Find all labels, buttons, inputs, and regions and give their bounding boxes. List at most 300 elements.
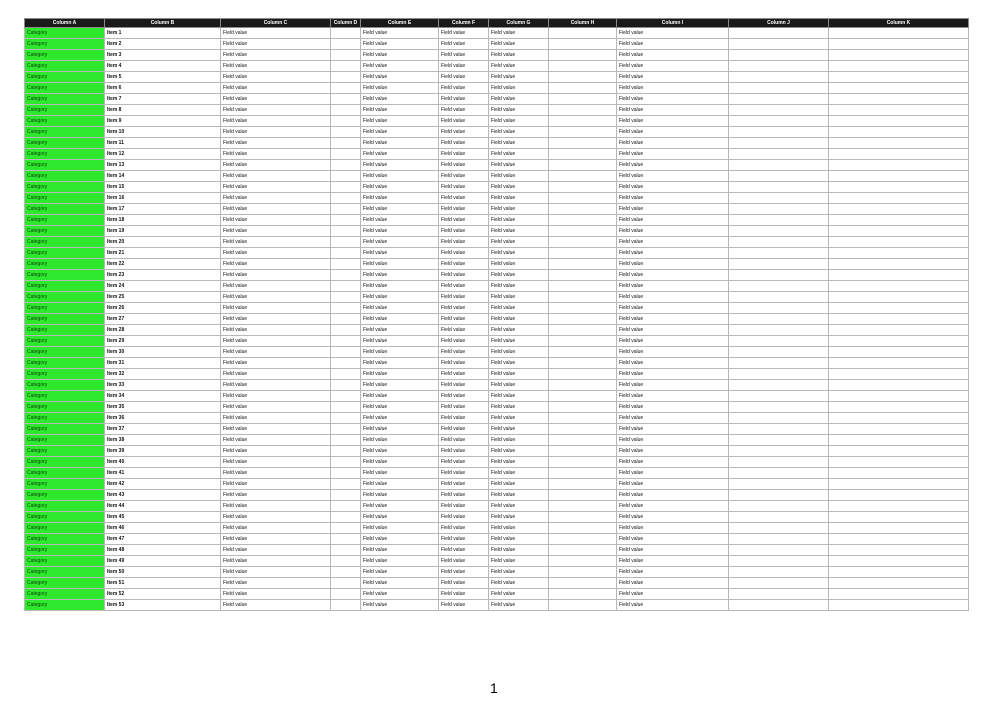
cell-name: Item 45 bbox=[105, 512, 221, 523]
cell-field bbox=[331, 83, 361, 94]
table-row bbox=[25, 193, 969, 204]
cell-field: Field value bbox=[221, 457, 331, 468]
cell-field: Field value bbox=[439, 292, 489, 303]
cell-field bbox=[829, 589, 969, 600]
cell-name: Item 12 bbox=[105, 149, 221, 160]
cell-field: Field value bbox=[221, 226, 331, 237]
table-row bbox=[25, 578, 969, 589]
cell-field: Field value bbox=[489, 479, 549, 490]
cell-field bbox=[331, 589, 361, 600]
cell-field bbox=[331, 347, 361, 358]
cell-field bbox=[729, 545, 829, 556]
cell-field bbox=[331, 545, 361, 556]
table-row bbox=[25, 545, 969, 556]
cell-field: Field value bbox=[361, 215, 439, 226]
table-row bbox=[25, 358, 969, 369]
cell-field: Field value bbox=[617, 479, 729, 490]
cell-field bbox=[829, 193, 969, 204]
cell-field: Field value bbox=[361, 402, 439, 413]
cell-field: Field value bbox=[439, 369, 489, 380]
cell-field bbox=[549, 303, 617, 314]
cell-field: Field value bbox=[221, 391, 331, 402]
cell-category: Category bbox=[25, 468, 105, 479]
cell-field: Field value bbox=[617, 281, 729, 292]
table-row bbox=[25, 347, 969, 358]
cell-field bbox=[549, 589, 617, 600]
cell-field: Field value bbox=[221, 94, 331, 105]
cell-category: Category bbox=[25, 171, 105, 182]
cell-field bbox=[549, 127, 617, 138]
cell-field bbox=[729, 336, 829, 347]
cell-field bbox=[331, 600, 361, 611]
cell-field: Field value bbox=[617, 468, 729, 479]
table-row bbox=[25, 556, 969, 567]
cell-field bbox=[549, 391, 617, 402]
cell-field: Field value bbox=[617, 380, 729, 391]
cell-field bbox=[729, 83, 829, 94]
cell-name: Item 9 bbox=[105, 116, 221, 127]
cell-field: Field value bbox=[489, 182, 549, 193]
cell-field: Field value bbox=[221, 182, 331, 193]
cell-field: Field value bbox=[221, 446, 331, 457]
column-header: Column E bbox=[361, 19, 439, 28]
cell-field bbox=[829, 347, 969, 358]
cell-field: Field value bbox=[439, 435, 489, 446]
cell-name: Item 14 bbox=[105, 171, 221, 182]
cell-field bbox=[549, 39, 617, 50]
cell-field: Field value bbox=[617, 105, 729, 116]
cell-field bbox=[729, 314, 829, 325]
cell-field bbox=[829, 116, 969, 127]
cell-field bbox=[549, 28, 617, 39]
column-header: Column C bbox=[221, 19, 331, 28]
cell-category: Category bbox=[25, 336, 105, 347]
cell-category: Category bbox=[25, 182, 105, 193]
cell-field: Field value bbox=[361, 578, 439, 589]
cell-field bbox=[829, 83, 969, 94]
cell-field: Field value bbox=[439, 325, 489, 336]
cell-field: Field value bbox=[439, 281, 489, 292]
cell-field bbox=[729, 534, 829, 545]
cell-category: Category bbox=[25, 116, 105, 127]
cell-field bbox=[829, 545, 969, 556]
table-row bbox=[25, 39, 969, 50]
cell-field: Field value bbox=[617, 94, 729, 105]
table-row bbox=[25, 94, 969, 105]
table-row bbox=[25, 215, 969, 226]
cell-field bbox=[829, 402, 969, 413]
cell-field bbox=[729, 204, 829, 215]
cell-field: Field value bbox=[489, 28, 549, 39]
cell-field: Field value bbox=[617, 226, 729, 237]
cell-field: Field value bbox=[361, 182, 439, 193]
cell-category: Category bbox=[25, 600, 105, 611]
cell-field: Field value bbox=[439, 215, 489, 226]
cell-name: Item 21 bbox=[105, 248, 221, 259]
cell-field bbox=[331, 336, 361, 347]
cell-field: Field value bbox=[617, 83, 729, 94]
cell-name: Item 37 bbox=[105, 424, 221, 435]
cell-field: Field value bbox=[617, 402, 729, 413]
cell-field bbox=[549, 578, 617, 589]
cell-category: Category bbox=[25, 226, 105, 237]
cell-field bbox=[331, 171, 361, 182]
cell-field: Field value bbox=[617, 61, 729, 72]
cell-field: Field value bbox=[489, 270, 549, 281]
table-row bbox=[25, 468, 969, 479]
cell-field: Field value bbox=[489, 39, 549, 50]
cell-field bbox=[331, 369, 361, 380]
cell-field: Field value bbox=[439, 556, 489, 567]
cell-field: Field value bbox=[617, 457, 729, 468]
cell-field: Field value bbox=[361, 490, 439, 501]
cell-field: Field value bbox=[439, 347, 489, 358]
cell-field bbox=[829, 435, 969, 446]
cell-category: Category bbox=[25, 204, 105, 215]
cell-field: Field value bbox=[439, 204, 489, 215]
cell-field bbox=[729, 292, 829, 303]
cell-field: Field value bbox=[489, 402, 549, 413]
cell-field: Field value bbox=[221, 534, 331, 545]
cell-field: Field value bbox=[489, 259, 549, 270]
table-row bbox=[25, 523, 969, 534]
cell-field: Field value bbox=[617, 270, 729, 281]
cell-field: Field value bbox=[489, 589, 549, 600]
cell-name: Item 8 bbox=[105, 105, 221, 116]
cell-field: Field value bbox=[439, 39, 489, 50]
cell-name: Item 1 bbox=[105, 28, 221, 39]
cell-field: Field value bbox=[361, 160, 439, 171]
cell-name: Item 2 bbox=[105, 39, 221, 50]
cell-field: Field value bbox=[439, 50, 489, 61]
cell-field bbox=[829, 567, 969, 578]
cell-name: Item 18 bbox=[105, 215, 221, 226]
cell-field bbox=[331, 237, 361, 248]
cell-field: Field value bbox=[489, 160, 549, 171]
cell-field bbox=[829, 149, 969, 160]
cell-field bbox=[829, 237, 969, 248]
cell-name: Item 49 bbox=[105, 556, 221, 567]
table-row bbox=[25, 457, 969, 468]
cell-field: Field value bbox=[439, 182, 489, 193]
cell-name: Item 43 bbox=[105, 490, 221, 501]
table-row bbox=[25, 534, 969, 545]
cell-name: Item 42 bbox=[105, 479, 221, 490]
table-row bbox=[25, 589, 969, 600]
cell-field: Field value bbox=[221, 259, 331, 270]
cell-field: Field value bbox=[617, 369, 729, 380]
cell-field: Field value bbox=[489, 556, 549, 567]
cell-field: Field value bbox=[617, 358, 729, 369]
cell-category: Category bbox=[25, 369, 105, 380]
cell-field bbox=[549, 105, 617, 116]
cell-name: Item 34 bbox=[105, 391, 221, 402]
cell-category: Category bbox=[25, 193, 105, 204]
cell-field: Field value bbox=[361, 435, 439, 446]
cell-field bbox=[331, 391, 361, 402]
cell-field: Field value bbox=[221, 424, 331, 435]
cell-field: Field value bbox=[221, 523, 331, 534]
cell-field: Field value bbox=[617, 391, 729, 402]
cell-field: Field value bbox=[221, 270, 331, 281]
cell-field bbox=[549, 94, 617, 105]
cell-field: Field value bbox=[489, 193, 549, 204]
cell-field bbox=[549, 567, 617, 578]
cell-field: Field value bbox=[361, 347, 439, 358]
cell-field bbox=[331, 314, 361, 325]
cell-name: Item 51 bbox=[105, 578, 221, 589]
cell-field: Field value bbox=[439, 237, 489, 248]
cell-field: Field value bbox=[489, 72, 549, 83]
cell-field bbox=[331, 402, 361, 413]
cell-field: Field value bbox=[439, 446, 489, 457]
cell-name: Item 33 bbox=[105, 380, 221, 391]
cell-category: Category bbox=[25, 512, 105, 523]
cell-field: Field value bbox=[361, 534, 439, 545]
cell-field bbox=[729, 347, 829, 358]
cell-field: Field value bbox=[617, 545, 729, 556]
cell-field: Field value bbox=[221, 248, 331, 259]
cell-field bbox=[549, 237, 617, 248]
cell-name: Item 10 bbox=[105, 127, 221, 138]
cell-field: Field value bbox=[617, 567, 729, 578]
cell-field bbox=[729, 523, 829, 534]
cell-category: Category bbox=[25, 556, 105, 567]
cell-field: Field value bbox=[617, 490, 729, 501]
cell-category: Category bbox=[25, 435, 105, 446]
cell-field: Field value bbox=[489, 61, 549, 72]
cell-field bbox=[829, 39, 969, 50]
table-row bbox=[25, 127, 969, 138]
cell-category: Category bbox=[25, 424, 105, 435]
cell-name: Item 13 bbox=[105, 160, 221, 171]
cell-field bbox=[331, 435, 361, 446]
cell-field: Field value bbox=[221, 589, 331, 600]
cell-field bbox=[331, 61, 361, 72]
cell-field bbox=[729, 358, 829, 369]
cell-name: Item 31 bbox=[105, 358, 221, 369]
cell-field: Field value bbox=[221, 215, 331, 226]
cell-field bbox=[829, 468, 969, 479]
cell-field: Field value bbox=[489, 138, 549, 149]
cell-field bbox=[729, 61, 829, 72]
cell-name: Item 11 bbox=[105, 138, 221, 149]
header-row bbox=[25, 19, 969, 28]
cell-category: Category bbox=[25, 94, 105, 105]
cell-field: Field value bbox=[221, 116, 331, 127]
cell-field: Field value bbox=[439, 468, 489, 479]
cell-field: Field value bbox=[617, 39, 729, 50]
table-row bbox=[25, 402, 969, 413]
cell-field bbox=[829, 380, 969, 391]
cell-field: Field value bbox=[489, 424, 549, 435]
cell-field: Field value bbox=[361, 105, 439, 116]
cell-field: Field value bbox=[361, 600, 439, 611]
cell-field bbox=[729, 578, 829, 589]
cell-field: Field value bbox=[439, 490, 489, 501]
cell-field: Field value bbox=[221, 138, 331, 149]
cell-field: Field value bbox=[489, 127, 549, 138]
cell-field: Field value bbox=[617, 435, 729, 446]
cell-category: Category bbox=[25, 402, 105, 413]
cell-name: Item 44 bbox=[105, 501, 221, 512]
cell-field bbox=[729, 237, 829, 248]
cell-field: Field value bbox=[221, 380, 331, 391]
cell-field: Field value bbox=[489, 578, 549, 589]
cell-field bbox=[331, 94, 361, 105]
cell-field: Field value bbox=[361, 589, 439, 600]
cell-field bbox=[549, 490, 617, 501]
cell-field: Field value bbox=[617, 292, 729, 303]
cell-field: Field value bbox=[361, 391, 439, 402]
cell-field: Field value bbox=[221, 237, 331, 248]
cell-field bbox=[829, 226, 969, 237]
cell-field bbox=[729, 468, 829, 479]
cell-field: Field value bbox=[439, 501, 489, 512]
cell-field: Field value bbox=[489, 325, 549, 336]
cell-field: Field value bbox=[361, 512, 439, 523]
cell-field: Field value bbox=[221, 83, 331, 94]
cell-field: Field value bbox=[361, 303, 439, 314]
cell-field: Field value bbox=[489, 149, 549, 160]
cell-field bbox=[549, 534, 617, 545]
cell-field: Field value bbox=[489, 171, 549, 182]
cell-field bbox=[729, 281, 829, 292]
table-row bbox=[25, 270, 969, 281]
cell-field: Field value bbox=[439, 314, 489, 325]
cell-field bbox=[549, 512, 617, 523]
cell-field: Field value bbox=[361, 149, 439, 160]
cell-field: Field value bbox=[489, 358, 549, 369]
cell-field: Field value bbox=[489, 303, 549, 314]
cell-name: Item 46 bbox=[105, 523, 221, 534]
cell-field: Field value bbox=[617, 578, 729, 589]
cell-field: Field value bbox=[221, 28, 331, 39]
cell-field bbox=[829, 512, 969, 523]
cell-field: Field value bbox=[489, 446, 549, 457]
cell-field: Field value bbox=[439, 248, 489, 259]
cell-field bbox=[729, 127, 829, 138]
cell-field: Field value bbox=[617, 589, 729, 600]
table-row bbox=[25, 446, 969, 457]
cell-field: Field value bbox=[221, 39, 331, 50]
cell-field bbox=[829, 94, 969, 105]
cell-field bbox=[331, 358, 361, 369]
cell-field: Field value bbox=[361, 380, 439, 391]
cell-field: Field value bbox=[221, 149, 331, 160]
cell-field: Field value bbox=[617, 116, 729, 127]
cell-field: Field value bbox=[489, 567, 549, 578]
cell-field bbox=[729, 160, 829, 171]
table-row bbox=[25, 182, 969, 193]
cell-field bbox=[331, 512, 361, 523]
cell-category: Category bbox=[25, 50, 105, 61]
cell-field bbox=[729, 435, 829, 446]
cell-field: Field value bbox=[489, 50, 549, 61]
cell-field: Field value bbox=[361, 94, 439, 105]
cell-field bbox=[331, 446, 361, 457]
cell-field: Field value bbox=[617, 523, 729, 534]
cell-field bbox=[829, 490, 969, 501]
cell-name: Item 20 bbox=[105, 237, 221, 248]
cell-field bbox=[729, 72, 829, 83]
table-row bbox=[25, 160, 969, 171]
cell-field bbox=[729, 424, 829, 435]
cell-category: Category bbox=[25, 490, 105, 501]
cell-field: Field value bbox=[361, 413, 439, 424]
table-row bbox=[25, 237, 969, 248]
cell-field: Field value bbox=[617, 259, 729, 270]
column-header: Column B bbox=[105, 19, 221, 28]
cell-field bbox=[829, 72, 969, 83]
cell-field: Field value bbox=[439, 424, 489, 435]
table-row bbox=[25, 204, 969, 215]
cell-field bbox=[549, 259, 617, 270]
cell-field bbox=[729, 138, 829, 149]
cell-category: Category bbox=[25, 479, 105, 490]
cell-field bbox=[829, 391, 969, 402]
cell-field bbox=[829, 61, 969, 72]
cell-field: Field value bbox=[361, 226, 439, 237]
cell-field: Field value bbox=[221, 600, 331, 611]
cell-field bbox=[549, 468, 617, 479]
cell-field bbox=[729, 50, 829, 61]
cell-field: Field value bbox=[361, 479, 439, 490]
cell-field bbox=[829, 171, 969, 182]
cell-field: Field value bbox=[221, 325, 331, 336]
cell-field bbox=[729, 589, 829, 600]
cell-category: Category bbox=[25, 292, 105, 303]
cell-field bbox=[729, 556, 829, 567]
cell-field bbox=[549, 369, 617, 380]
cell-name: Item 16 bbox=[105, 193, 221, 204]
table-row bbox=[25, 105, 969, 116]
cell-field bbox=[729, 457, 829, 468]
table-row bbox=[25, 413, 969, 424]
cell-category: Category bbox=[25, 391, 105, 402]
cell-field: Field value bbox=[361, 545, 439, 556]
cell-field bbox=[829, 215, 969, 226]
cell-field: Field value bbox=[489, 600, 549, 611]
cell-field: Field value bbox=[489, 105, 549, 116]
cell-field bbox=[829, 457, 969, 468]
cell-field: Field value bbox=[439, 336, 489, 347]
cell-field: Field value bbox=[221, 578, 331, 589]
cell-field bbox=[829, 501, 969, 512]
cell-field: Field value bbox=[617, 413, 729, 424]
table-row bbox=[25, 479, 969, 490]
cell-field bbox=[829, 336, 969, 347]
cell-field bbox=[331, 259, 361, 270]
cell-field bbox=[729, 226, 829, 237]
cell-field bbox=[729, 215, 829, 226]
cell-category: Category bbox=[25, 270, 105, 281]
cell-name: Item 4 bbox=[105, 61, 221, 72]
table-row bbox=[25, 325, 969, 336]
cell-field: Field value bbox=[439, 226, 489, 237]
cell-field bbox=[829, 28, 969, 39]
cell-field bbox=[549, 501, 617, 512]
cell-field: Field value bbox=[617, 193, 729, 204]
cell-field: Field value bbox=[221, 50, 331, 61]
column-header: Column G bbox=[489, 19, 549, 28]
cell-field bbox=[549, 600, 617, 611]
cell-field bbox=[729, 446, 829, 457]
cell-field: Field value bbox=[439, 72, 489, 83]
table-row bbox=[25, 512, 969, 523]
cell-field: Field value bbox=[617, 248, 729, 259]
cell-field: Field value bbox=[221, 105, 331, 116]
